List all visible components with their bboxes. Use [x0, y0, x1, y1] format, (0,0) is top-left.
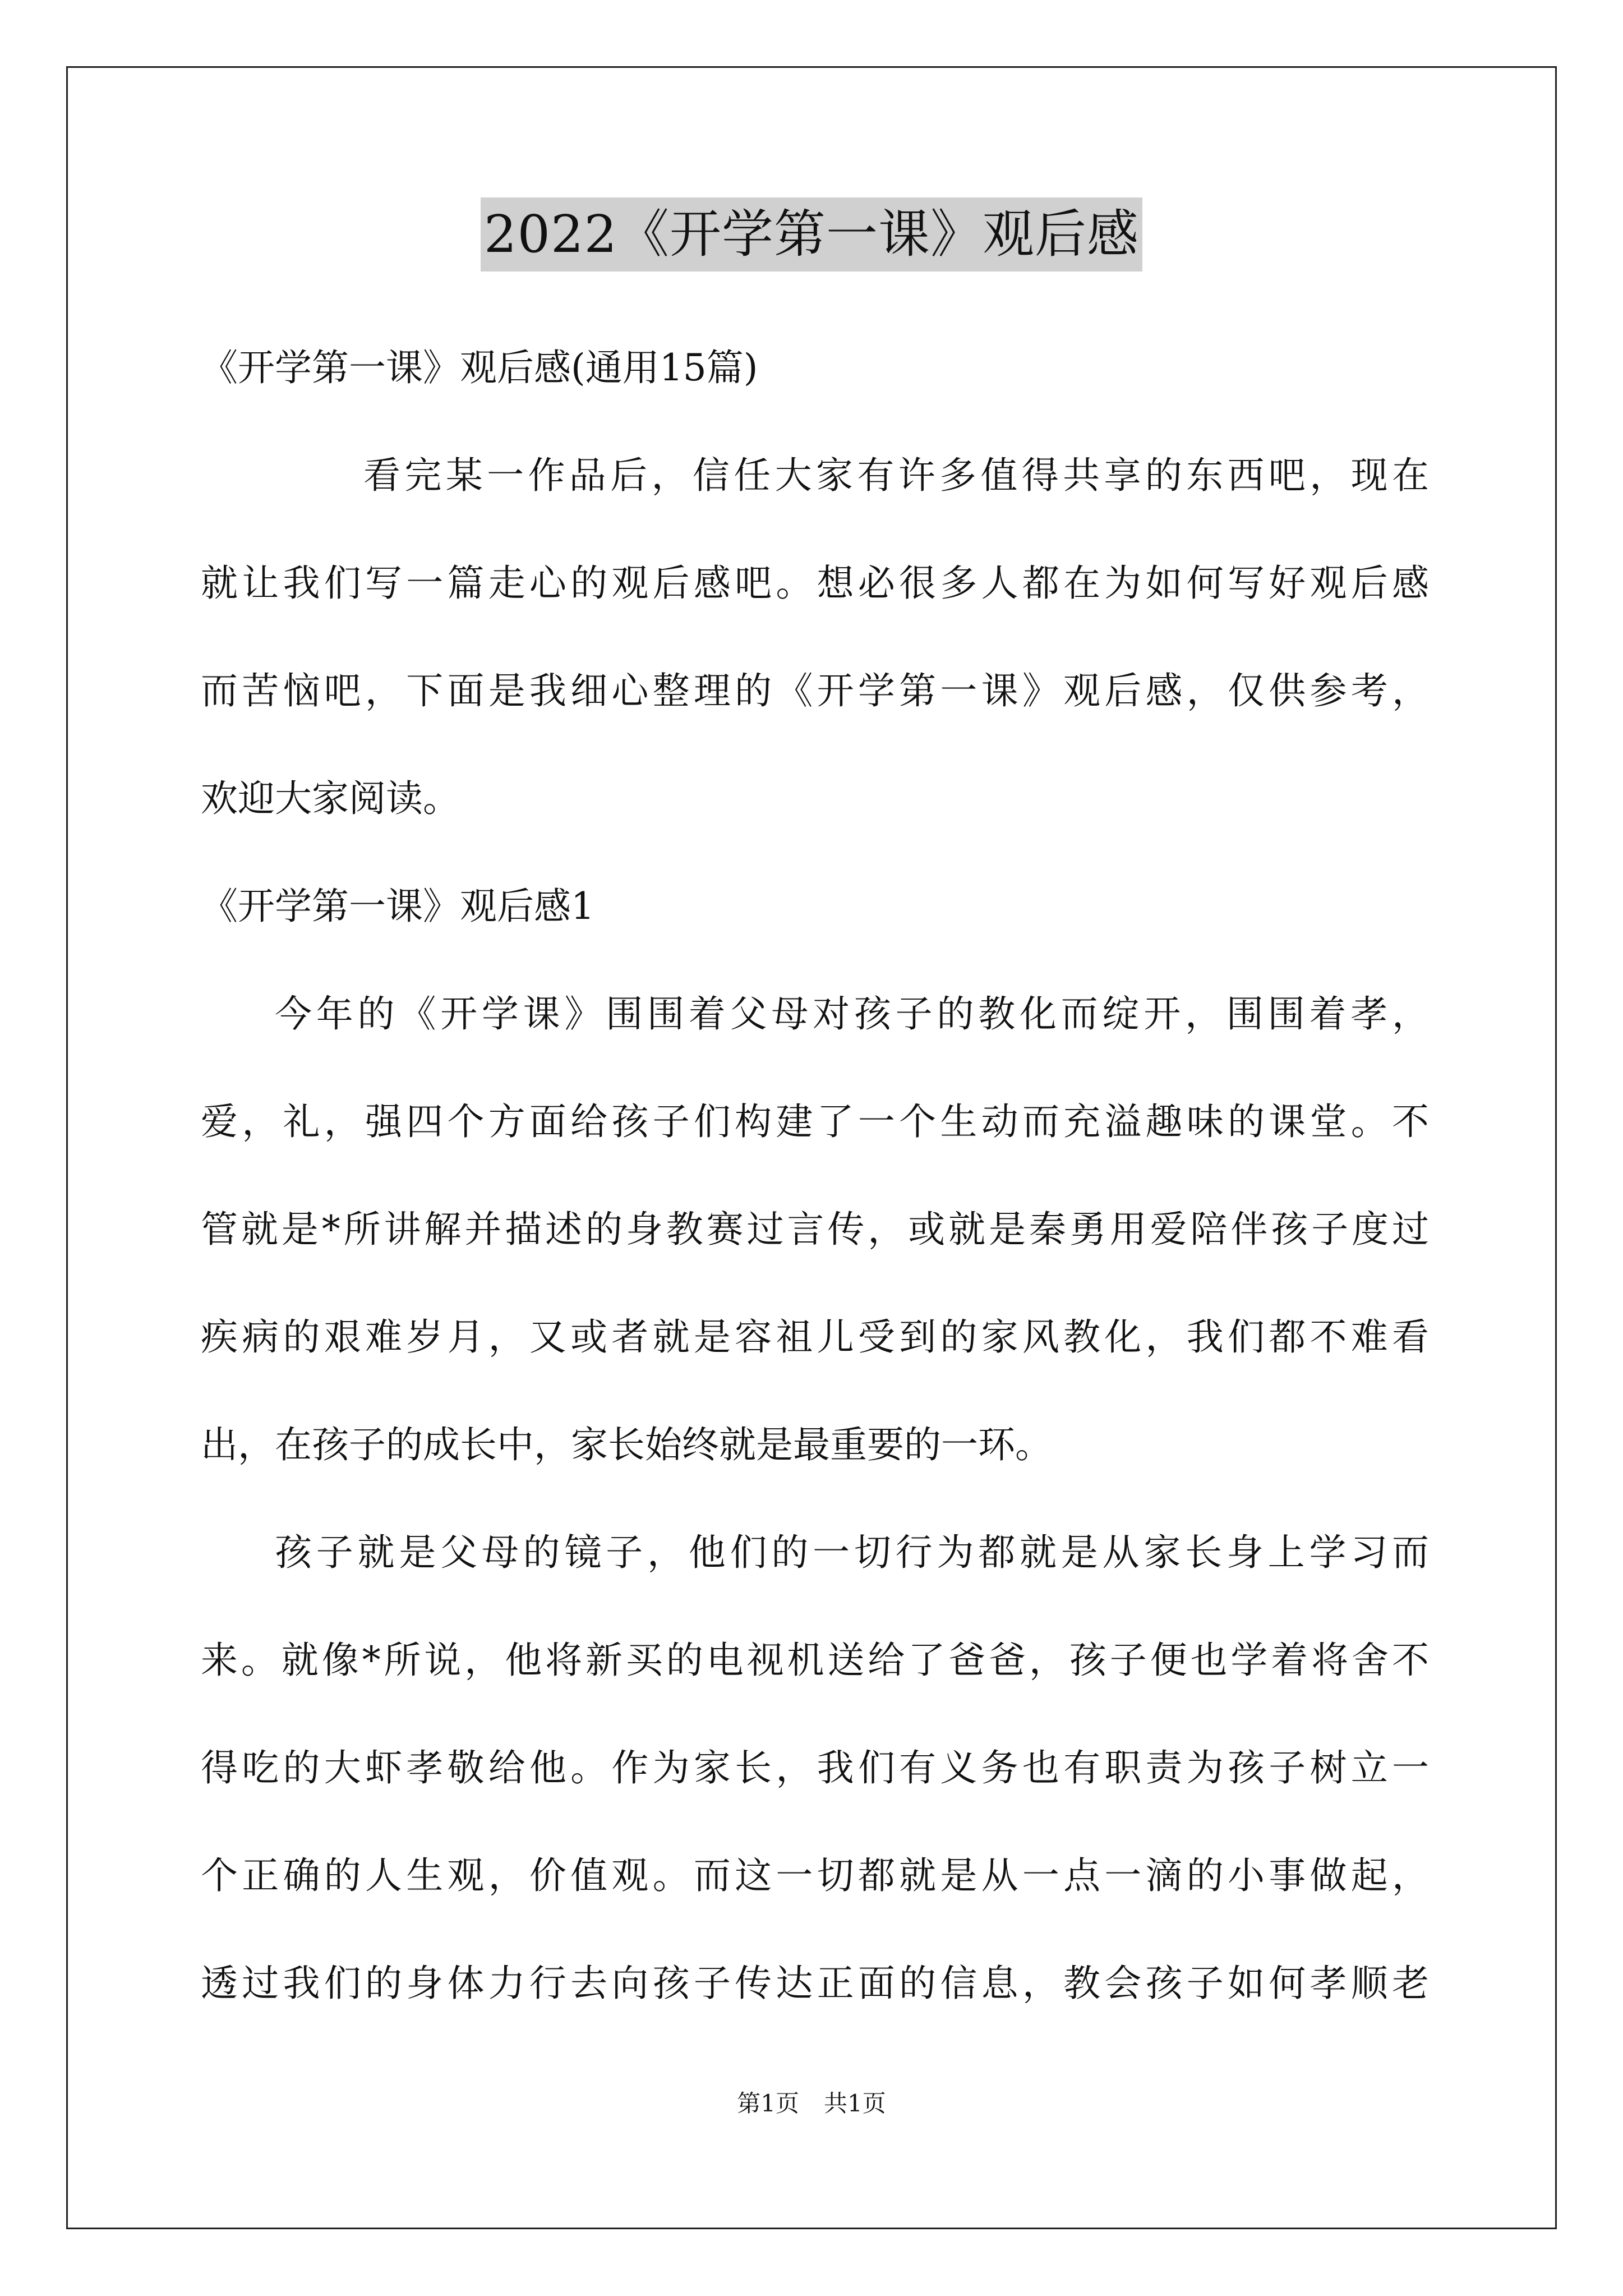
- paragraph-line: 出，在孩子的成长中，家长始终就是最重要的一环。: [201, 1423, 1052, 1466]
- intro-line: 就让我们写一篇走心的观后感吧。想必很多人都在为如何写好观后感: [201, 562, 1429, 605]
- document-title: 2022《开学第一课》观后感: [481, 197, 1142, 272]
- intro-line: 欢迎大家阅读。: [201, 777, 460, 820]
- paragraph-line: 孩子就是父母的镜子，他们的一切行为都就是从家长身上学习而: [275, 1531, 1429, 1574]
- document-body: [201, 314, 1429, 2037]
- intro-line: 而苦恼吧，下面是我细心整理的《开学第一课》观后感，仅供参考，: [201, 669, 1429, 712]
- paragraph-line: 透过我们的身体力行去向孩子传达正面的信息，教会孩子如何孝顺老: [201, 1962, 1429, 2005]
- paragraph-line: 疾病的艰难岁月，又或者就是容祖儿受到的家风教化，我们都不难看: [201, 1315, 1429, 1359]
- paragraph-line: 爱，礼，强四个方面给孩子们构建了一个生动而充溢趣味的课堂。不: [201, 1100, 1429, 1143]
- paragraph-line: 个正确的人生观，价值观。而这一切都就是从一点一滴的小事做起，: [201, 1854, 1429, 1897]
- paragraph-line: 来。就像*所说，他将新买的电视机送给了爸爸，孩子便也学着将舍不: [201, 1639, 1429, 1682]
- section-heading: 《开学第一课》观后感1: [201, 885, 594, 928]
- paragraph-line: 今年的《开学课》围围着父母对孩子的教化而绽开，围围着孝，: [275, 992, 1429, 1036]
- paragraph-line: 管就是*所讲解并描述的身教赛过言传，或就是秦勇用爱陪伴孩子度过: [201, 1208, 1429, 1251]
- paragraph-line: 得吃的大虾孝敬给他。作为家长，我们有义务也有职责为孩子树立一: [201, 1746, 1429, 1789]
- title-container: [0, 197, 1623, 272]
- page-number-total: 共1页: [824, 2090, 886, 2117]
- intro-line: 看完某一作品后，信任大家有许多值得共享的东西吧，现在: [363, 454, 1429, 497]
- page-number-current: 第1页: [737, 2090, 799, 2117]
- page-footer: [0, 2087, 1623, 2120]
- document-subtitle: 《开学第一课》观后感(通用15篇): [201, 346, 758, 389]
